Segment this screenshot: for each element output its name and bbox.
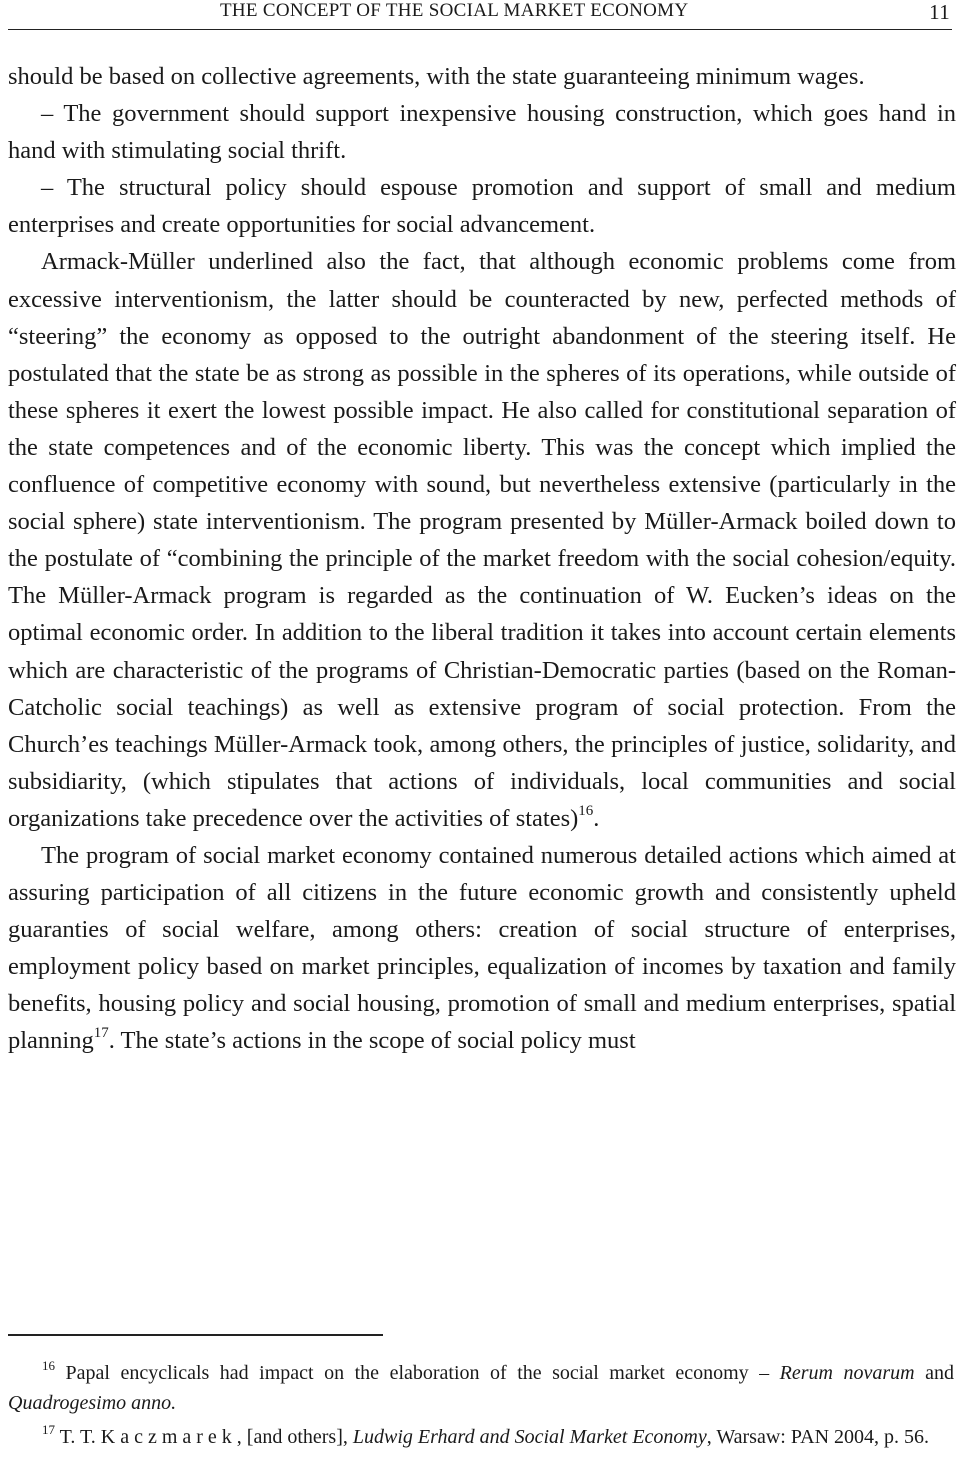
- paragraph: – The structural policy should espouse promotion and support of small and medium enterprises and create opportunities for social advancement.: [8, 174, 956, 239]
- running-title: THE CONCEPT OF THE SOCIAL MARKET ECONOMY: [220, 0, 689, 21]
- paragraph: should be based on collective agreements, with the state guaranteeing minimum wages.: [8, 63, 865, 90]
- footnote-italic-title: Quadrogesimo anno.: [8, 1392, 177, 1414]
- footnote-reference[interactable]: 17: [93, 1025, 109, 1042]
- footnote-text: , [and others],: [236, 1426, 353, 1448]
- footnote-text: and: [914, 1362, 954, 1384]
- paragraph-text: The program of social market economy contained numerous detailed actions which aimed at assuring participation of all citizens in the future economic growth and consistently upheld guaranties of social welfare, among others: creation of social structure of enterprises, employment policy based on market principles, equalization of incomes by taxation and family benefits, housing policy and social housing, promotion of small and medium enterprises, spatial planning: [8, 841, 956, 1055]
- main-text: [8, 58, 956, 1060]
- paragraph: [8, 837, 956, 1060]
- footnote: [8, 1422, 954, 1452]
- footnote-italic-title: Ludwig Erhard and Social Market Economy: [352, 1426, 707, 1448]
- paragraph-text: . The state’s actions in the scope of social policy must: [108, 1027, 636, 1055]
- paragraph: – The government should support inexpensive housing construction, which goes hand in hand with stimulating social thrift.: [8, 100, 956, 165]
- paragraph: [8, 243, 956, 837]
- footnote-author-initials: T. T.: [59, 1426, 101, 1448]
- footnote-number: 16: [42, 1358, 55, 1373]
- running-header: [8, 0, 952, 30]
- footnote-author-surname: Kaczmarek: [100, 1426, 237, 1448]
- footnote-italic-title: Rerum novarum: [779, 1362, 915, 1384]
- footnote-separator: [8, 1334, 383, 1336]
- page-number: 11: [929, 0, 950, 24]
- paragraph-text: Armack-Müller underlined also the fact, that although economic problems come from excessive interventionism, the latter should be counteracted by new, perfected methods of “steering” the economy as opposed to the outright abandonment of the steering itself. He postulated that the state be as strong as possible in the spheres of its operations, while outside of these spheres it exert the lowest possible impact. He also called for constitutional separation of the state competences and of the economic liberty. This was the concept which implied the confluence of competitive economy with sound, but nevertheless extensive (particularly in the social sphere) state interventionism. The program presented by Müller-Armack boiled down to the postulate of “combining the principle of the market freedom with the social cohesion/equity. The Müller-Armack program is regarded as the continuation of W. Eucken’s ideas on the optimal economic order. In addition to the liberal tradition it takes into account certain elements which are characteristic of the programs of Christian-Democratic parties (based on the Roman-Catcholic social teachings) as well as extensive program of social protection. From the Church’es teachings Müller-Armack took, among others, the principles of justice, solidarity, and subsidiarity, (which stipulates that actions of individuals, local communities and social organizations take precedence over the activities of states): [8, 248, 956, 832]
- footnote: [8, 1358, 954, 1418]
- footnote-reference[interactable]: 16: [578, 802, 594, 819]
- footnote-text: , Warsaw: PAN 2004, p. 56.: [706, 1426, 930, 1448]
- paragraph-text: .: [593, 804, 600, 832]
- footnote-number: 17: [42, 1422, 55, 1437]
- footnotes: [8, 1358, 954, 1456]
- footnote-text: Papal encyclicals had impact on the elaboration of the social market economy –: [65, 1362, 780, 1384]
